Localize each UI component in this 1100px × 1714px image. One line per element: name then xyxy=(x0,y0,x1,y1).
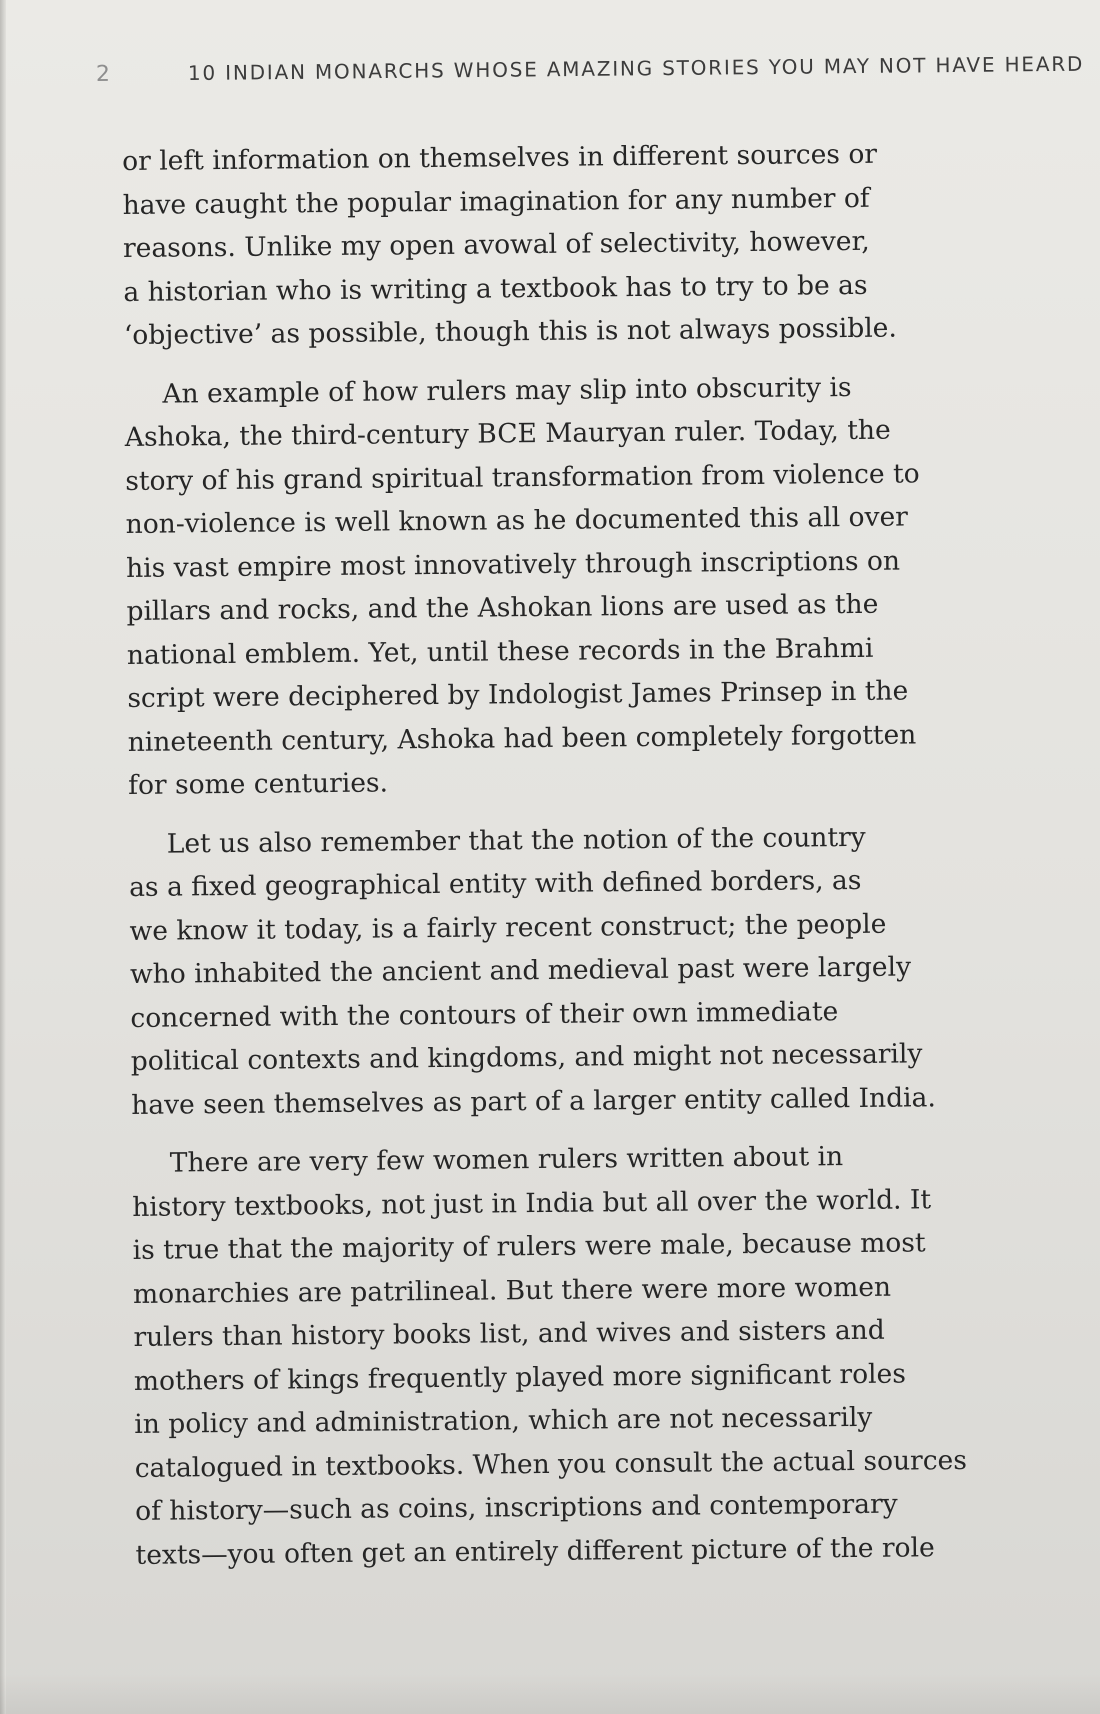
page-shadow xyxy=(0,1674,1100,1714)
text-line: as a fixed geographical entity with defined borders, as xyxy=(129,864,862,903)
text-line: or left information on themselves in different sources or xyxy=(122,138,878,177)
text-line: in policy and administration, which are not necessarily xyxy=(134,1401,873,1440)
text-line: have caught the popular imagination for any number of xyxy=(122,182,870,221)
text-line: have seen themselves as part of a larger entity called India. xyxy=(131,1081,936,1121)
paragraph-4 xyxy=(132,1133,1056,1577)
text-line: rulers than history books list, and wives and sisters and xyxy=(133,1314,885,1353)
text-line: of history—such as coins, inscriptions and contemporary xyxy=(135,1488,898,1527)
text-line: non-violence is well known as he documented this all over xyxy=(125,501,909,540)
text-line: ‘objective’ as possible, though this is not always possible. xyxy=(123,312,897,351)
text-line: An example of how rulers may slip into obscurity is xyxy=(162,371,852,410)
text-line: script were deciphered by Indologist James Prinsep in the xyxy=(127,675,909,714)
text-line: nineteenth century, Ashoka had been completely forgotten xyxy=(127,718,917,758)
text-line: his vast empire most innovatively through inscriptions on xyxy=(125,545,901,584)
text-line: pillars and rocks, and the Ashokan lions are used as the xyxy=(126,588,879,627)
text-line: concerned with the contours of their own immediate xyxy=(130,995,839,1034)
text-line: reasons. Unlike my open avowal of selectivity, however, xyxy=(122,225,870,264)
paragraph-2 xyxy=(124,364,1048,808)
text-line: who inhabited the ancient and medieval past were largely xyxy=(129,951,912,990)
text-line: we know it today, is a fairly recent construct; the people xyxy=(129,908,887,947)
running-head xyxy=(95,51,1085,92)
text-line: for some centuries. xyxy=(128,767,389,801)
text-line: story of his grand spiritual transformation from violence to xyxy=(125,457,920,497)
text-line: Let us also remember that the notion of the country xyxy=(166,821,866,860)
text-line: Ashoka, the third-century BCE Mauryan ruler. Today, the xyxy=(124,414,891,453)
text-line: national emblem. Yet, until these records in the Brahmi xyxy=(126,632,874,671)
text-line: is true that the majority of rulers were male, because most xyxy=(132,1227,926,1266)
text-line: monarchies are patrilineal. But there were more women xyxy=(132,1271,892,1310)
text-line: a historian who is writing a textbook has to try to be as xyxy=(123,269,868,308)
text-line: mothers of kings frequently played more significant roles xyxy=(133,1358,906,1397)
page-number: 2 xyxy=(95,61,112,87)
text-line: There are very few women rulers written about in xyxy=(169,1141,844,1179)
text-line: texts—you often get an entirely different picture of the role xyxy=(135,1531,935,1571)
text-line: history textbooks, not just in India but all over the world. It xyxy=(132,1183,932,1223)
paragraph-1 xyxy=(122,131,1044,357)
running-head-title: 10 INDIAN MONARCHS WHOSE AMAZING STORIES YOU MAY NOT HAVE HEARD xyxy=(187,51,1085,86)
text-line: catalogued in textbooks. When you consult the actual sources xyxy=(134,1444,968,1484)
page-edge xyxy=(0,0,6,1714)
paragraph-3 xyxy=(129,814,1052,1127)
text-line: political contexts and kingdoms, and might not necessarily xyxy=(130,1038,923,1077)
body-text xyxy=(122,131,1056,1592)
